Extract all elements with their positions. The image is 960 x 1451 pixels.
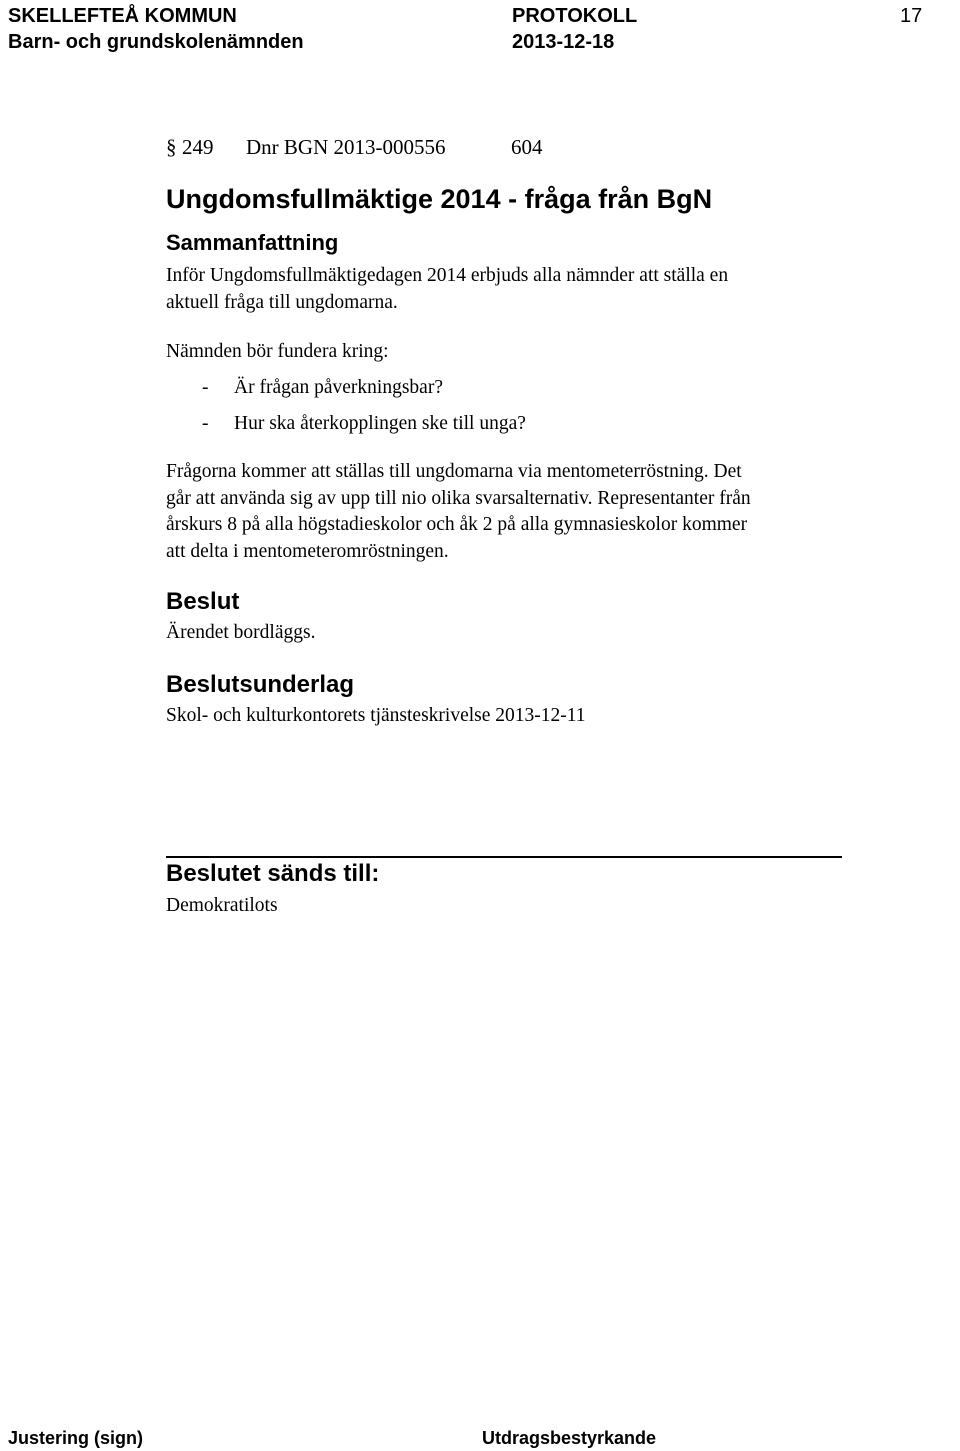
sent-to-text: Demokratilots (166, 895, 278, 916)
separator-line (166, 856, 842, 858)
org-name: SKELLEFTEÅ KOMMUN (8, 5, 237, 27)
footer-justering: Justering (sign) (8, 1428, 144, 1448)
case-code: 604 (511, 135, 543, 159)
consider-label: Nämnden bör fundera kring: (166, 341, 389, 362)
summary-intro (166, 263, 866, 316)
basis-heading: Beslutsunderlag (166, 671, 355, 698)
case-title: Ungdomsfullmäktige 2014 - fråga från BgN (166, 184, 713, 214)
decision-text: Ärendet bordläggs. (166, 622, 316, 643)
case-dnr: Dnr BGN 2013-000556 (246, 135, 446, 159)
protocol-date: 2013-12-18 (512, 31, 615, 53)
page-number: 17 (900, 5, 923, 27)
summary-heading: Sammanfattning (166, 230, 339, 255)
summary-body-line: årskurs 8 på alla högstadieskolor och åk 2 på alla gymnasieskolor kommer (166, 514, 748, 535)
bullet-text: Är frågan påverkningsbar? (234, 377, 443, 398)
section-number: 249 (182, 135, 214, 159)
summary-body-line: går att använda sig av upp till nio olika svarsalternativ. Representanter från (166, 487, 751, 509)
basis-text: Skol- och kulturkontorets tjänsteskrivelse 2013-12-11 (166, 705, 586, 726)
bullet-dash: - (202, 413, 209, 434)
decision-heading: Beslut (166, 588, 240, 615)
bullet-text: Hur ska återkopplingen ske till unga? (234, 413, 526, 434)
board-name: Barn- och grundskolenämnden (8, 31, 304, 53)
summary-body-line: Frågorna kommer att ställas till ungdomarna via mentometerröstning. Det (166, 461, 742, 482)
footer-utdragsbestyrkande: Utdragsbestyrkande (482, 1428, 657, 1448)
sent-to-heading: Beslutet sänds till: (166, 860, 380, 887)
summary-body-line: att delta i mentometeromröstningen. (166, 540, 449, 562)
summary-intro-line: Inför Ungdomsfullmäktigedagen 2014 erbjuds alla nämnder att ställa en (166, 265, 729, 286)
section-sign: § (166, 135, 177, 159)
bullet-dash: - (202, 377, 209, 398)
summary-body (166, 459, 866, 565)
document-type: PROTOKOLL (512, 5, 638, 27)
summary-intro-line: aktuell fråga till ungdomarna. (166, 291, 398, 313)
